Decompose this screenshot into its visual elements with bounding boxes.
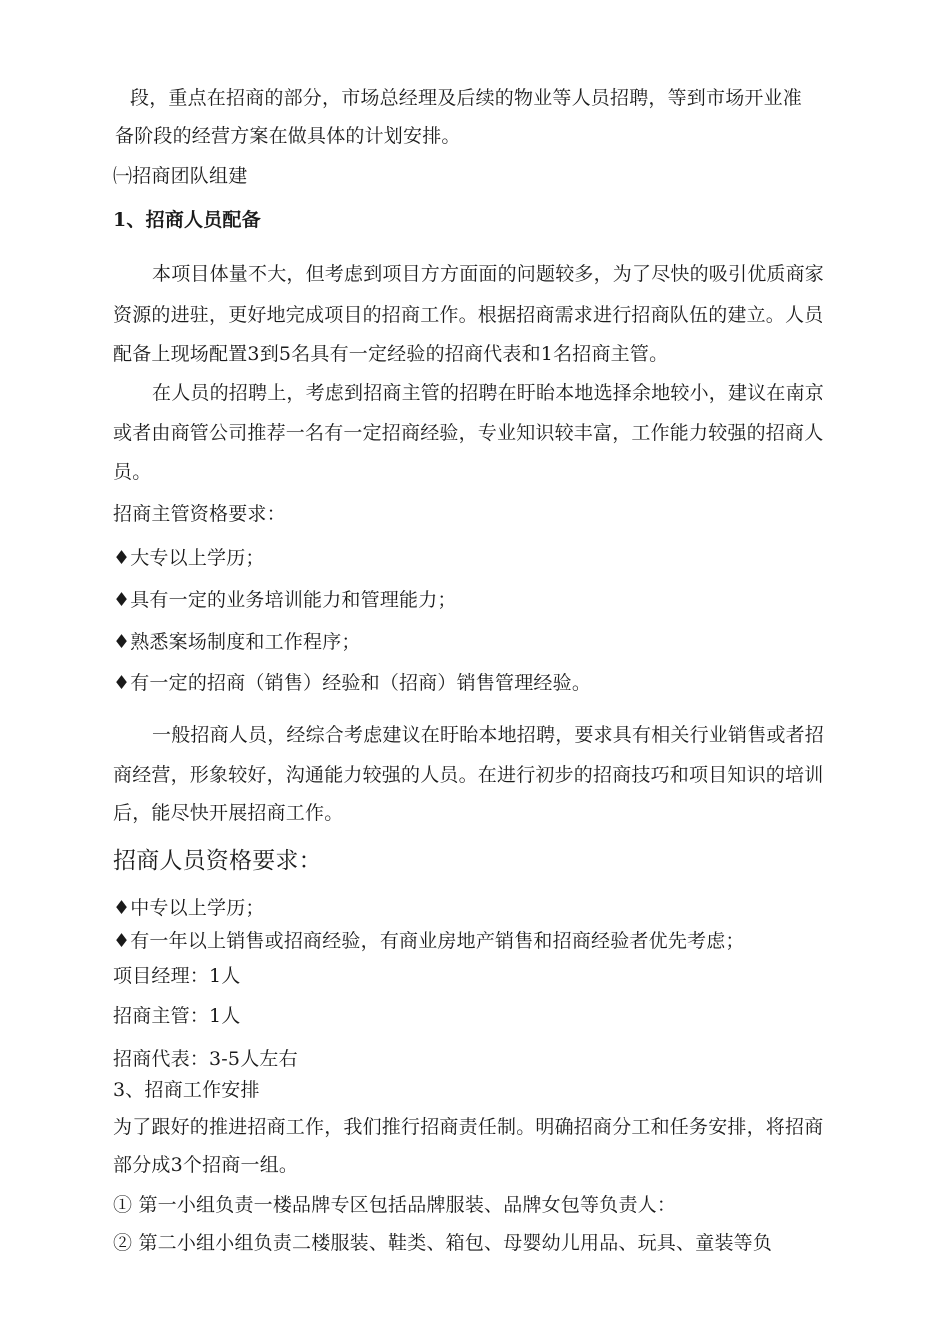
- section-heading: ㈠招商团队组建: [113, 165, 248, 187]
- bullet-item: ♦有一定的招商（销售）经验和（招商）销售管理经验。: [113, 672, 592, 694]
- paragraph-line: 或者由商管公司推荐一名有一定招商经验，专业知识较丰富，工作能力较强的招商人: [113, 422, 824, 444]
- bullet-item: ♦熟悉案场制度和工作程序；: [113, 631, 361, 653]
- paragraph-line: 商经营，形象较好，沟通能力较强的人员。在进行初步的招商技巧和项目知识的培训: [113, 764, 824, 786]
- bullet-item: ♦具有一定的业务培训能力和管理能力；: [113, 589, 457, 611]
- subsection-heading: 3、招商工作安排: [113, 1079, 260, 1101]
- numbered-item: ① 第一小组负责一楼品牌专区包括品牌服装、品牌女包等负责人：: [113, 1194, 677, 1216]
- paragraph-line: 为了跟好的推进招商工作，我们推行招商责任制。明确招商分工和任务安排，将招商: [113, 1116, 824, 1138]
- bullet-item: ♦大专以上学历；: [113, 547, 265, 569]
- numbered-item: ② 第二小组小组负责二楼服装、鞋类、箱包、母婴幼儿用品、玩具、童装等负: [113, 1232, 773, 1254]
- text-line: 段，重点在招商的部分，市场总经理及后续的物业等人员招聘，等到市场开业准: [130, 87, 803, 109]
- subsection-heading: 1、招商人员配备: [113, 209, 261, 231]
- bullet-item: ♦有一年以上销售或招商经验，有商业房地产销售和招商经验者优先考虑；: [113, 930, 745, 952]
- requirements-heading: 招商人员资格要求：: [113, 848, 322, 874]
- paragraph-line: 配备上现场配置3到5名具有一定经验的招商代表和1名招商主管。: [113, 343, 669, 365]
- staff-item: 项目经理：1人: [113, 965, 241, 987]
- paragraph-line: 本项目体量不大，但考虑到项目方方面面的问题较多，为了尽快的吸引优质商家: [152, 263, 825, 285]
- bullet-item: ♦中专以上学历；: [113, 897, 265, 919]
- paragraph-line: 员。: [113, 461, 152, 483]
- paragraph-line: 在人员的招聘上，考虑到招商主管的招聘在盱眙本地选择余地较小，建议在南京: [152, 382, 825, 404]
- paragraph-line: 一般招商人员，经综合考虑建议在盱眙本地招聘，要求具有相关行业销售或者招: [152, 724, 825, 746]
- paragraph-line: 后，能尽快开展招商工作。: [113, 802, 344, 824]
- paragraph-line: 资源的进驻，更好地完成项目的招商工作。根据招商需求进行招商队伍的建立。人员: [113, 304, 824, 326]
- staff-item: 招商主管：1人: [113, 1005, 241, 1027]
- paragraph-line: 部分成3个招商一组。: [113, 1154, 299, 1176]
- requirements-heading: 招商主管资格要求：: [113, 503, 286, 525]
- text-line: 备阶段的经营方案在做具体的计划安排。: [115, 125, 461, 147]
- staff-item: 招商代表：3-5人左右: [113, 1048, 298, 1070]
